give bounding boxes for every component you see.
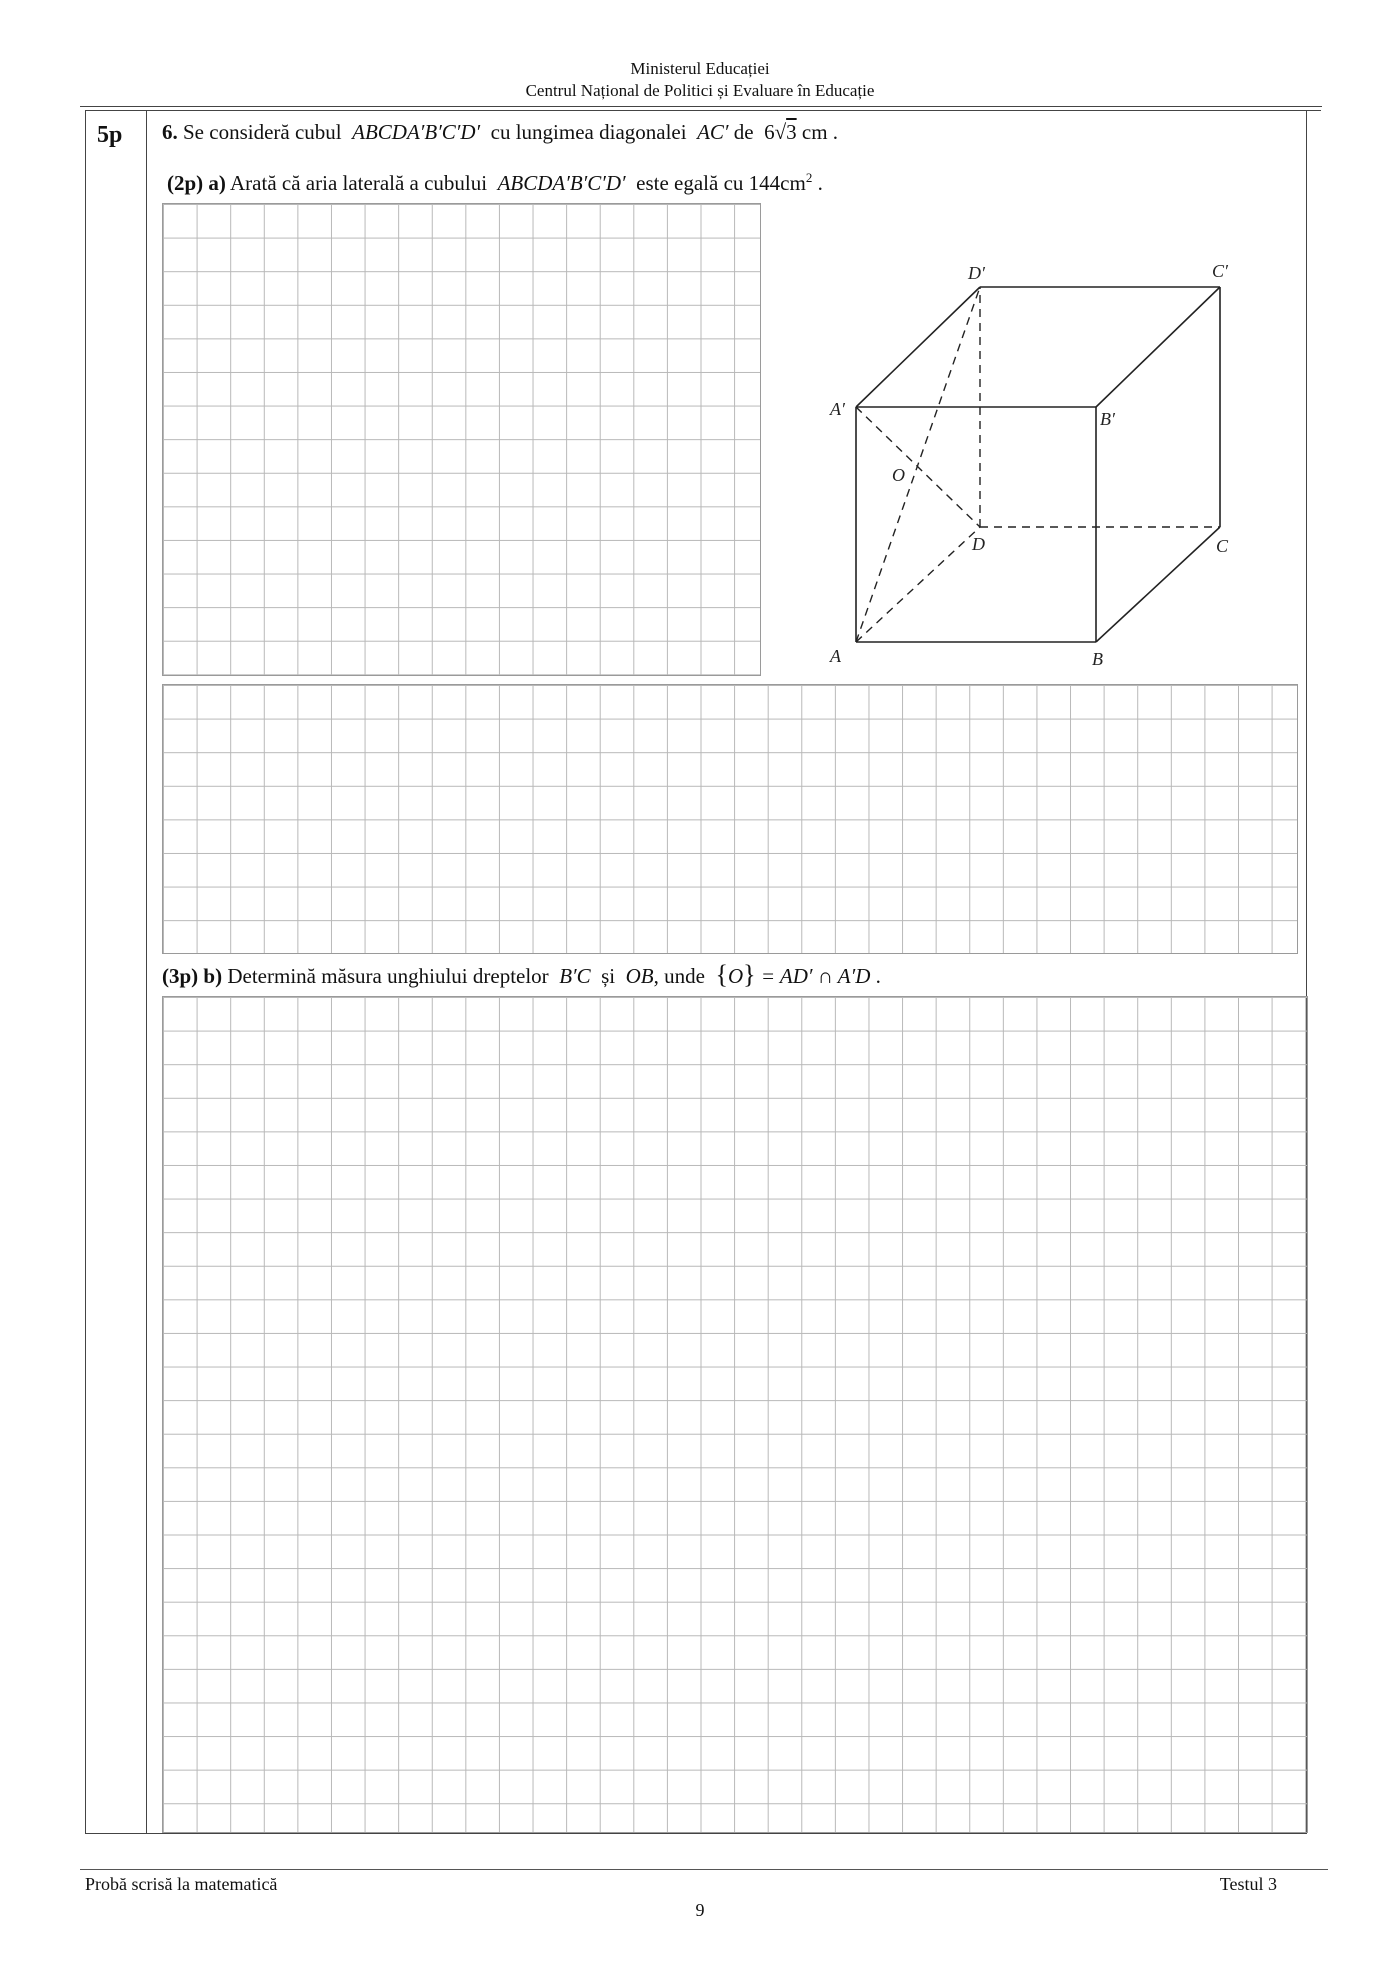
diagonal-unit: cm	[801, 120, 828, 144]
part-a-statement	[167, 170, 823, 196]
part-b-set-close: }	[743, 960, 756, 989]
part-b-set-elem: O	[727, 964, 744, 988]
header-ministry: Ministerul Educației	[630, 59, 770, 78]
answer-grid-a-bottom[interactable]	[162, 684, 1298, 954]
label-B: B	[1092, 649, 1103, 669]
diagonal-coef: 6	[764, 120, 775, 144]
answer-grid-b[interactable]	[162, 996, 1308, 1833]
diagonal-A1D	[856, 407, 980, 527]
label-C-prime: C′	[1212, 261, 1228, 281]
question-statement: 6. Se consideră cubul ABCDA′B′C′D′ cu lungimea diagonalei AC′ de 6√3 cm .	[162, 120, 839, 144]
header-rule	[80, 106, 1322, 107]
answer-grid-a-top[interactable]	[162, 203, 761, 676]
part-b-and: și	[601, 964, 616, 988]
diagonal-name: AC′	[697, 120, 729, 144]
part-b-line1: B′C	[559, 964, 591, 988]
part-a-points: (2p)	[167, 171, 204, 195]
footer-rule	[80, 1869, 1328, 1870]
statement-end: .	[832, 120, 839, 144]
part-b-points: (3p)	[162, 964, 199, 988]
part-b-line2: OB	[625, 964, 654, 988]
part-a-text2: este egală cu	[636, 171, 744, 195]
cube-figure	[820, 255, 1250, 675]
edge-B1C1	[1096, 287, 1220, 407]
label-D: D	[972, 534, 985, 554]
label-D-prime: D′	[968, 263, 985, 283]
footer-test-number: Testul 3	[1219, 1874, 1277, 1894]
label-C: C	[1216, 536, 1229, 556]
part-b-text2: , unde	[653, 964, 705, 988]
part-b-set-open: {	[715, 960, 728, 989]
statement-text-mid: cu lungimea diagonalei	[490, 120, 687, 144]
question-points: 5p	[97, 122, 123, 148]
edge-AD-hidden	[856, 527, 980, 642]
edge-A1D1	[856, 287, 980, 407]
part-b-statement	[162, 960, 881, 990]
part-a-exponent: 2	[805, 170, 813, 185]
part-b-label: b)	[203, 964, 223, 988]
footer-exam-name: Probă scrisă la matematică	[85, 1874, 278, 1894]
page-number: 9	[695, 1900, 705, 1920]
label-A-prime: A′	[830, 399, 845, 419]
label-A: A	[830, 646, 841, 666]
part-a-label: a)	[208, 171, 226, 195]
statement-text: Se consideră cubul	[183, 120, 342, 144]
question-number: 6.	[162, 120, 178, 144]
label-B-prime: B′	[1100, 409, 1115, 429]
cube-name: ABCDA′B′C′D′	[352, 120, 481, 144]
part-b-text: Determină măsura unghiului dreptelor	[227, 964, 549, 988]
part-b-equation: = AD′ ∩ A′D	[760, 964, 871, 988]
edge-BC	[1096, 527, 1220, 642]
statement-de: de	[733, 120, 754, 144]
part-a-value: 144cm	[748, 171, 806, 195]
part-a-end: .	[817, 171, 823, 195]
part-a-text: Arată că aria laterală a cubului	[230, 171, 488, 195]
diagonal-AD1	[856, 287, 980, 642]
label-O: O	[892, 465, 905, 485]
part-b-end: .	[875, 964, 881, 988]
question-box-edge	[1307, 110, 1321, 111]
part-a-cube-name: ABCDA′B′C′D′	[497, 171, 626, 195]
points-column-divider	[146, 110, 147, 1834]
diagonal-radicand: 3	[786, 120, 797, 144]
header-center: Centrul Național de Politici și Evaluare în Educație	[525, 81, 875, 100]
